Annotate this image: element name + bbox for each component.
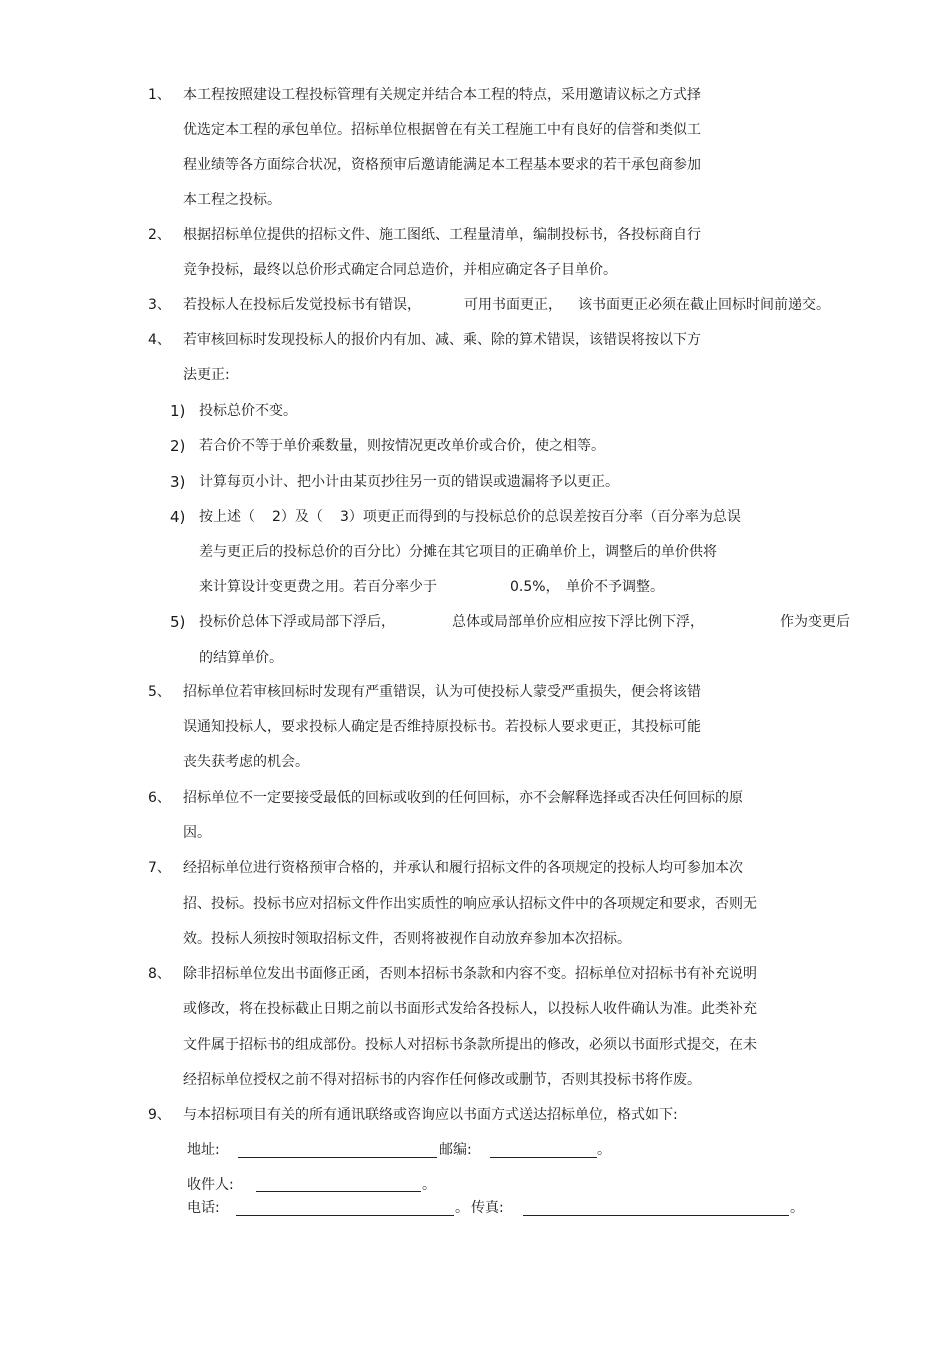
sub-clause-text-line: 差与更正后的投标总价的百分比）分摊在其它项目的正确单价上，调整后的单价供将 [199,544,717,560]
sub-clause-number: 3) [170,473,186,491]
sub-clause-text-part: 按上述（ [199,509,255,525]
recipient-field[interactable] [256,1191,421,1192]
clause-text-line: 因。 [183,825,211,841]
clause-text-line: 根据招标单位提供的招标文件、施工图纸、工程量清单，编制投标书，各投标商自行 [183,227,701,243]
sub-clause-text-part: 2）及（ [272,509,323,525]
sub-clause-text-part: 投标价总体下浮或局部下浮后， [199,614,395,630]
clause-text-line: 经招标单位授权之前不得对招标书的内容作任何修改或删节，否则其投标书将作废。 [183,1072,701,1088]
sub-clause-text-line: 计算每页小计、把小计由某页抄往另一页的错误或遗漏将予以更正。 [199,474,619,490]
address-label: 地址: [187,1142,220,1158]
sub-clause-text-part: 总体或局部单价应相应按下浮比例下浮， [452,614,704,630]
clause-text-line: 文件属于招标书的组成部份。投标人对招标书条款所提出的修改，必须以书面形式提交，在未 [183,1037,757,1053]
sub-clause-text-part: 作为变更后 [780,614,850,630]
fax-separator: 。 [455,1200,469,1216]
clause-text-line: 效。投标人须按时领取招标文件，否则将被视作自动放弃参加本次招标。 [183,931,631,947]
clause-number: 2、 [148,227,171,243]
end-mark: 。 [422,1177,436,1193]
sub-clause-text-line: 投标总价不变。 [199,403,297,419]
clause-text-part: 若投标人在投标后发觉投标书有错误， [183,297,421,313]
address-field[interactable] [238,1157,437,1158]
sub-clause-text-part: 来计算设计变更费之用。若百分率少于 [199,579,437,595]
clause-text-line: 或修改，将在投标截止日期之前以书面形式发给各投标人，以投标人收件确认为准。此类补充 [183,1001,757,1017]
clause-text-line: 招标单位若审核回标时发现有严重错误，认为可使投标人蒙受严重损失，便会将该错 [183,684,701,700]
postcode-field[interactable] [490,1157,597,1158]
clause-text-line: 本工程按照建设工程投标管理有关规定并结合本工程的特点，采用邀请议标之方式择 [183,87,701,103]
sub-clause-text-line: 的结算单价。 [199,650,283,666]
clause-text-line: 丧失获考虑的机会。 [183,754,309,770]
postcode-label: 邮编: [439,1142,472,1158]
clause-text-line: 招、投标。投标书应对招标文件作出实质性的响应承认招标文件中的各项规定和要求，否则无 [183,896,757,912]
clause-text-part: 该书面更正必须在截止回标时间前递交。 [578,297,830,313]
clause-text-line: 程业绩等各方面综合状况，资格预审后邀请能满足本工程基本要求的若干承包商参加 [183,157,701,173]
clause-number: 8、 [148,966,171,982]
clause-number: 1、 [148,87,171,103]
sub-clause-number: 5) [170,613,186,631]
clause-number: 9、 [148,1107,171,1123]
recipient-label: 收件人: [187,1177,234,1193]
clause-text-line: 竞争投标，最终以总价形式确定合同总造价，并相应确定各子目单价。 [183,262,617,278]
phone-field[interactable] [236,1215,454,1216]
clause-text-line: 优选定本工程的承包单位。招标单位根据曾在有关工程施工中有良好的信誉和类似工 [183,122,701,138]
sub-clause-text-part: 0.5%， [510,579,560,595]
sub-clause-text-line: 若合价不等于单价乘数量，则按情况更改单价或合价，使之相等。 [199,438,605,454]
sub-clause-text-part: 单价不予调整。 [566,579,664,595]
clause-text-part: 可用书面更正， [464,297,562,313]
clause-number: 5、 [148,684,171,700]
clause-text-line: 经招标单位进行资格预审合格的，并承认和履行招标文件的各项规定的投标人均可参加本次 [183,860,743,876]
clause-text-line: 若审核回标时发现投标人的报价内有加、减、乘、除的算术错误，该错误将按以下方 [183,332,701,348]
clause-text-line: 招标单位不一定要接受最低的回标或收到的任何回标，亦不会解释选择或否决任何回标的原 [183,790,743,806]
clause-text-line: 与本招标项目有关的所有通讯联络或咨询应以书面方式送达招标单位，格式如下: [183,1107,678,1123]
phone-label: 电话: [187,1200,220,1216]
clause-text-line: 除非招标单位发出书面修正函，否则本招标书条款和内容不变。招标单位对招标书有补充说明 [183,966,757,982]
fax-label: 传真: [471,1200,504,1216]
clause-number: 7、 [148,860,171,876]
sub-clause-number: 4) [170,508,186,526]
end-mark: 。 [790,1200,804,1216]
fax-field[interactable] [523,1215,789,1216]
clause-number: 4、 [148,332,171,348]
sub-clause-text-part: 3）项更正而得到的与投标总价的总误差按百分率（百分率为总误 [340,509,741,525]
clause-text-line: 本工程之投标。 [183,192,281,208]
clause-number: 3、 [148,297,171,313]
clause-text-line: 误通知投标人，要求投标人确定是否维持原投标书。若投标人要求更正，其投标可能 [183,719,701,735]
sub-clause-number: 2) [170,437,186,455]
end-mark: 。 [597,1142,611,1158]
clause-text-line: 法更正: [183,367,230,383]
clause-number: 6、 [148,790,171,806]
sub-clause-number: 1) [170,402,186,420]
